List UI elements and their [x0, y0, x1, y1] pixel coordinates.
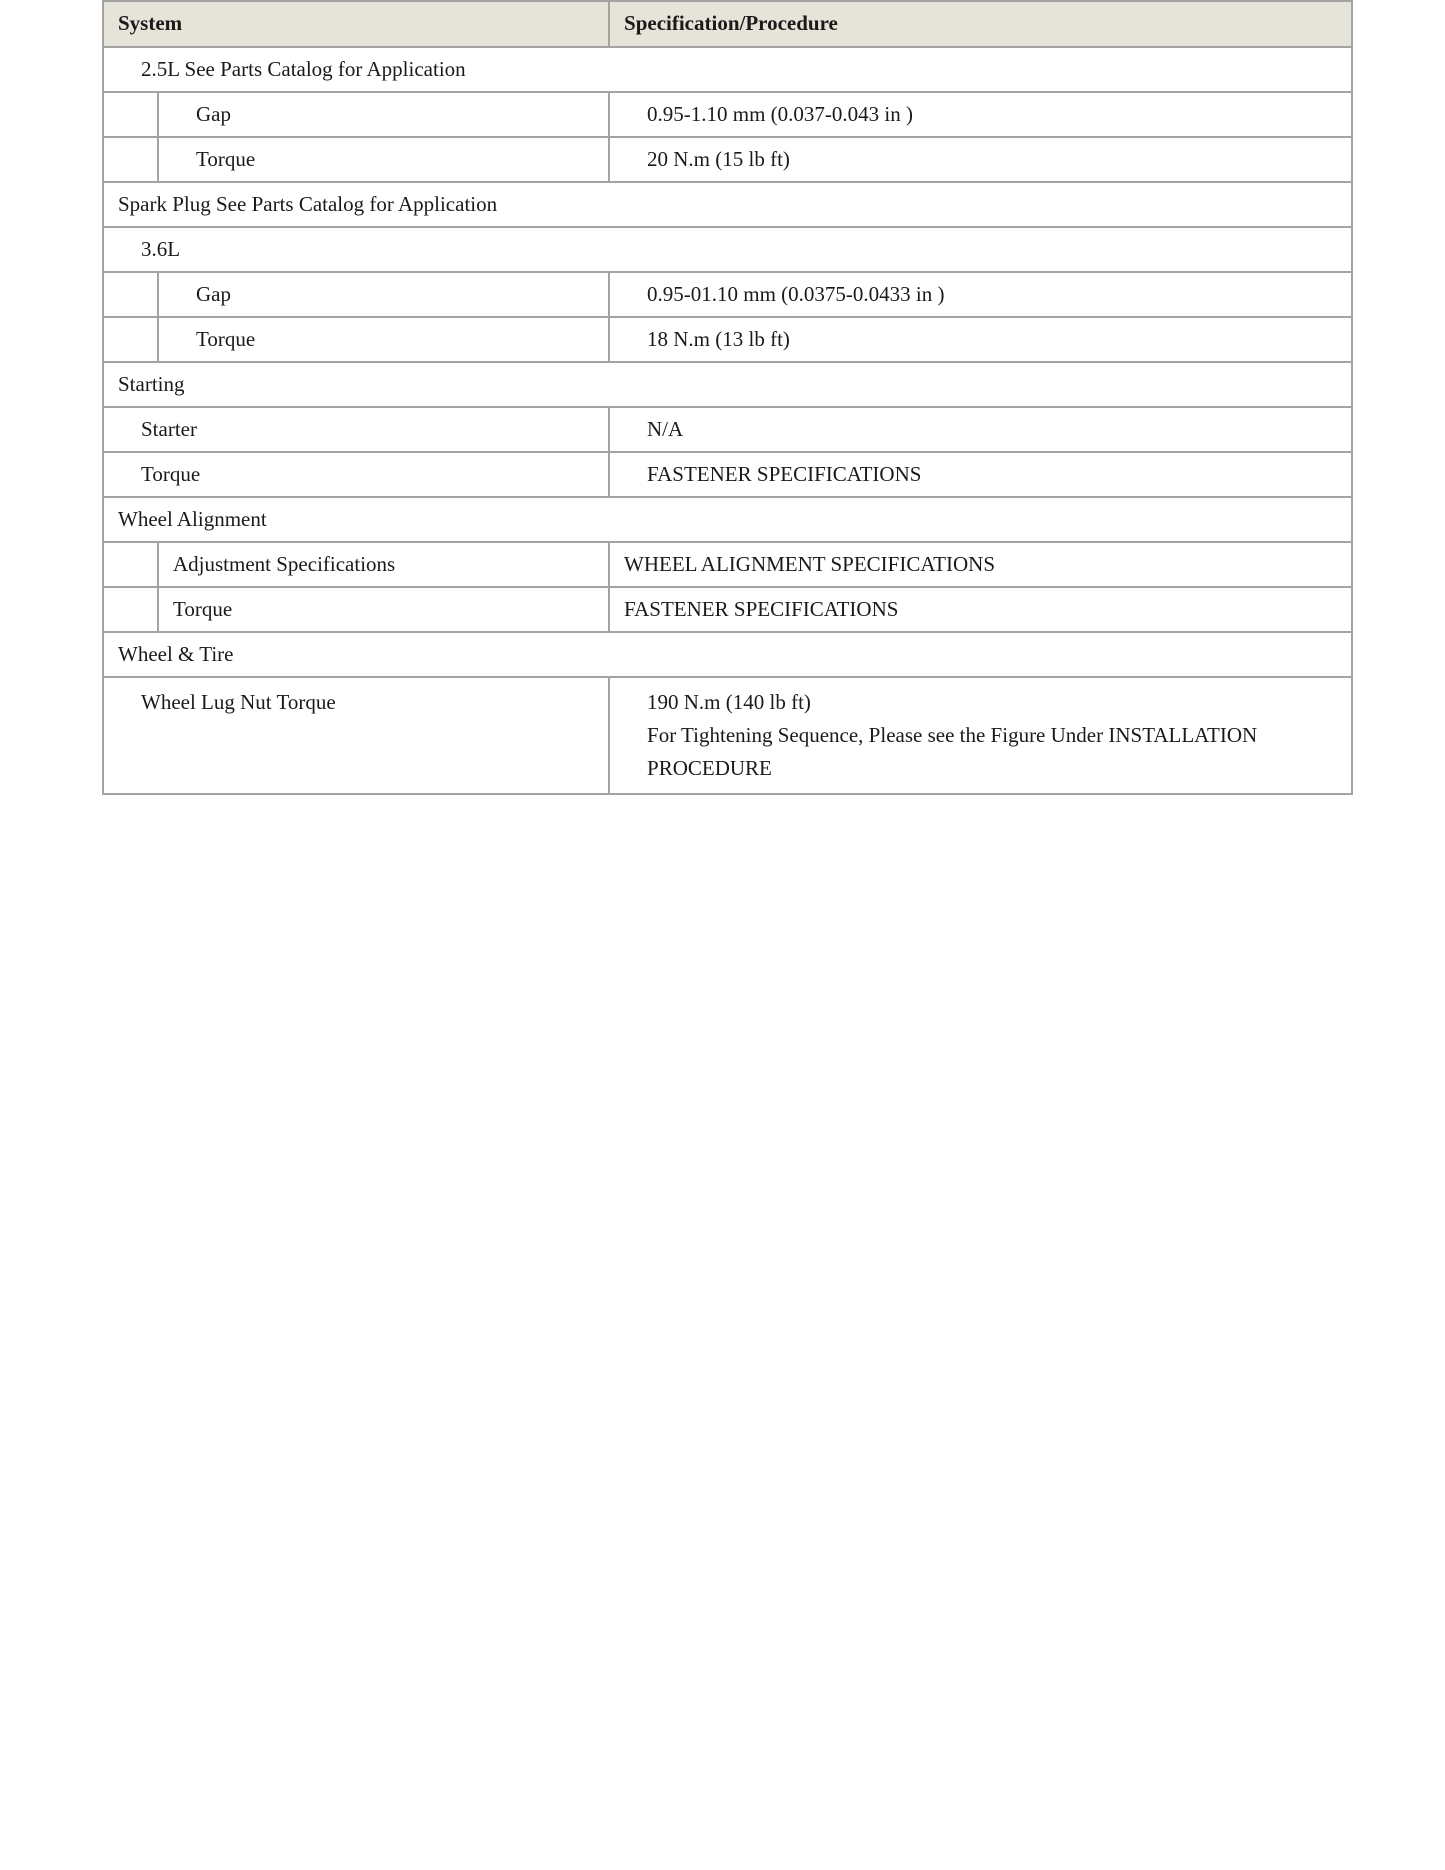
- table-row: [103, 137, 1352, 182]
- header-spec: Specification/Procedure: [609, 1, 1352, 47]
- section-label-wheel-tire: Wheel & Tire: [103, 632, 1352, 677]
- table-header-row: [103, 1, 1352, 47]
- header-system: System: [103, 1, 609, 47]
- section-label-wheel-alignment: Wheel Alignment: [103, 497, 1352, 542]
- indent-cell: [103, 272, 158, 317]
- indent-cell: [103, 317, 158, 362]
- table-row: [103, 92, 1352, 137]
- section-label-2-5l: 2.5L See Parts Catalog for Application: [103, 47, 1352, 92]
- torque-label: Torque: [158, 137, 609, 182]
- gap-value: 0.95-01.10 mm (0.0375-0.0433 in ): [609, 272, 1352, 317]
- indent-cell: [103, 542, 158, 587]
- table-row: [103, 542, 1352, 587]
- indent-cell: [103, 92, 158, 137]
- section-label-starting: Starting: [103, 362, 1352, 407]
- table-row: [103, 587, 1352, 632]
- adjustment-label: Adjustment Specifications: [158, 542, 609, 587]
- table-row: [103, 632, 1352, 677]
- spec-table: [102, 0, 1353, 795]
- lug-nut-torque-value: 190 N.m (140 lb ft): [647, 690, 811, 714]
- lug-nut-note: For Tightening Sequence, Please see the Figure Under INSTALLATION PROCEDURE: [647, 723, 1258, 780]
- table-row: [103, 272, 1352, 317]
- lug-nut-torque-label: Wheel Lug Nut Torque: [103, 677, 609, 794]
- table-row: [103, 497, 1352, 542]
- adjustment-value: WHEEL ALIGNMENT SPECIFICATIONS: [609, 542, 1352, 587]
- torque-value: 20 N.m (15 lb ft): [609, 137, 1352, 182]
- table-row: [103, 407, 1352, 452]
- torque-value: FASTENER SPECIFICATIONS: [609, 587, 1352, 632]
- table-row: [103, 317, 1352, 362]
- torque-value: FASTENER SPECIFICATIONS: [609, 452, 1352, 497]
- table-row: [103, 182, 1352, 227]
- starter-value: N/A: [609, 407, 1352, 452]
- table-row: [103, 47, 1352, 92]
- gap-label: Gap: [158, 92, 609, 137]
- torque-label: Torque: [158, 317, 609, 362]
- lug-nut-torque-cell: [609, 677, 1352, 794]
- starter-label: Starter: [103, 407, 609, 452]
- torque-label: Torque: [158, 587, 609, 632]
- gap-label: Gap: [158, 272, 609, 317]
- torque-label: Torque: [103, 452, 609, 497]
- table-row: [103, 452, 1352, 497]
- indent-cell: [103, 587, 158, 632]
- indent-cell: [103, 137, 158, 182]
- table-row: [103, 362, 1352, 407]
- gap-value: 0.95-1.10 mm (0.037-0.043 in ): [609, 92, 1352, 137]
- table-row: [103, 227, 1352, 272]
- torque-value: 18 N.m (13 lb ft): [609, 317, 1352, 362]
- section-label-3-6l: 3.6L: [103, 227, 1352, 272]
- table-row: [103, 677, 1352, 794]
- section-label-spark-plug: Spark Plug See Parts Catalog for Application: [103, 182, 1352, 227]
